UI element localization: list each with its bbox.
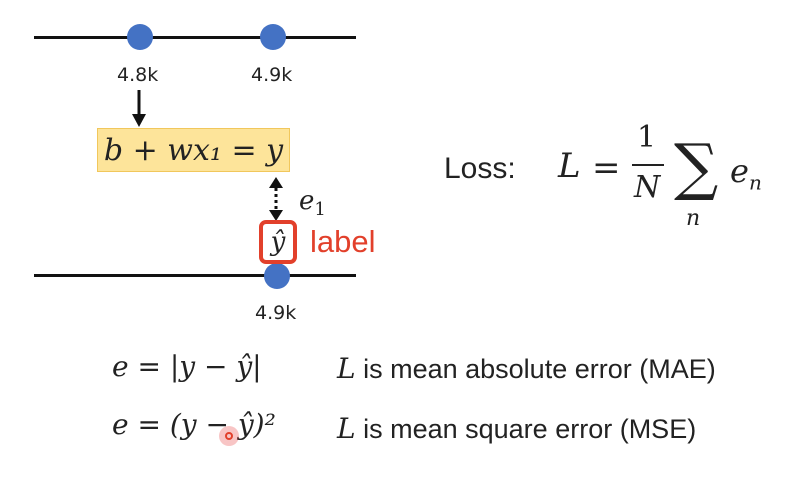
label-text: label	[310, 224, 376, 259]
mse-formula: e = (y − ŷ)²	[112, 408, 276, 441]
arrow-down-icon	[131, 90, 147, 128]
loss-denominator: N	[634, 170, 661, 205]
loss-term	[730, 152, 762, 194]
bottom-axis-line	[34, 274, 356, 277]
sum-index: n	[686, 206, 701, 231]
mae-description	[337, 352, 716, 385]
mse-description	[337, 412, 696, 445]
top-axis-line	[34, 36, 356, 39]
error-e1	[299, 186, 326, 220]
loss-L: L	[558, 146, 581, 186]
cursor-icon	[219, 426, 239, 446]
bottom-point-4-9k	[264, 263, 290, 289]
mae-L: L	[337, 352, 356, 385]
error-arrow-icon	[268, 176, 284, 222]
loss-word: Loss:	[444, 152, 516, 185]
loss-equals: =	[592, 148, 621, 188]
error-e1-base: e	[299, 186, 315, 216]
loss-term-base: e	[730, 152, 749, 190]
yhat-box: ŷ	[259, 220, 297, 264]
model-equation: b + wx₁ = y	[97, 128, 290, 172]
mse-text: is mean square error (MSE)	[355, 414, 697, 444]
loss-term-sub: n	[748, 170, 762, 195]
top-point-4-8k	[127, 24, 153, 50]
top-tick-label: 4.9k	[251, 64, 293, 86]
sum-icon: ∑	[674, 130, 719, 203]
top-point-4-9k	[260, 24, 286, 50]
mae-formula: e = |y − ŷ|	[112, 350, 262, 383]
mae-text: is mean absolute error (MAE)	[355, 354, 716, 384]
loss-numerator: 1	[637, 120, 657, 155]
bottom-tick-label: 4.9k	[255, 302, 297, 324]
error-e1-sub: 1	[314, 199, 326, 221]
mse-L: L	[337, 412, 356, 445]
top-tick-label: 4.8k	[117, 64, 159, 86]
loss-fraction-bar	[632, 164, 664, 166]
